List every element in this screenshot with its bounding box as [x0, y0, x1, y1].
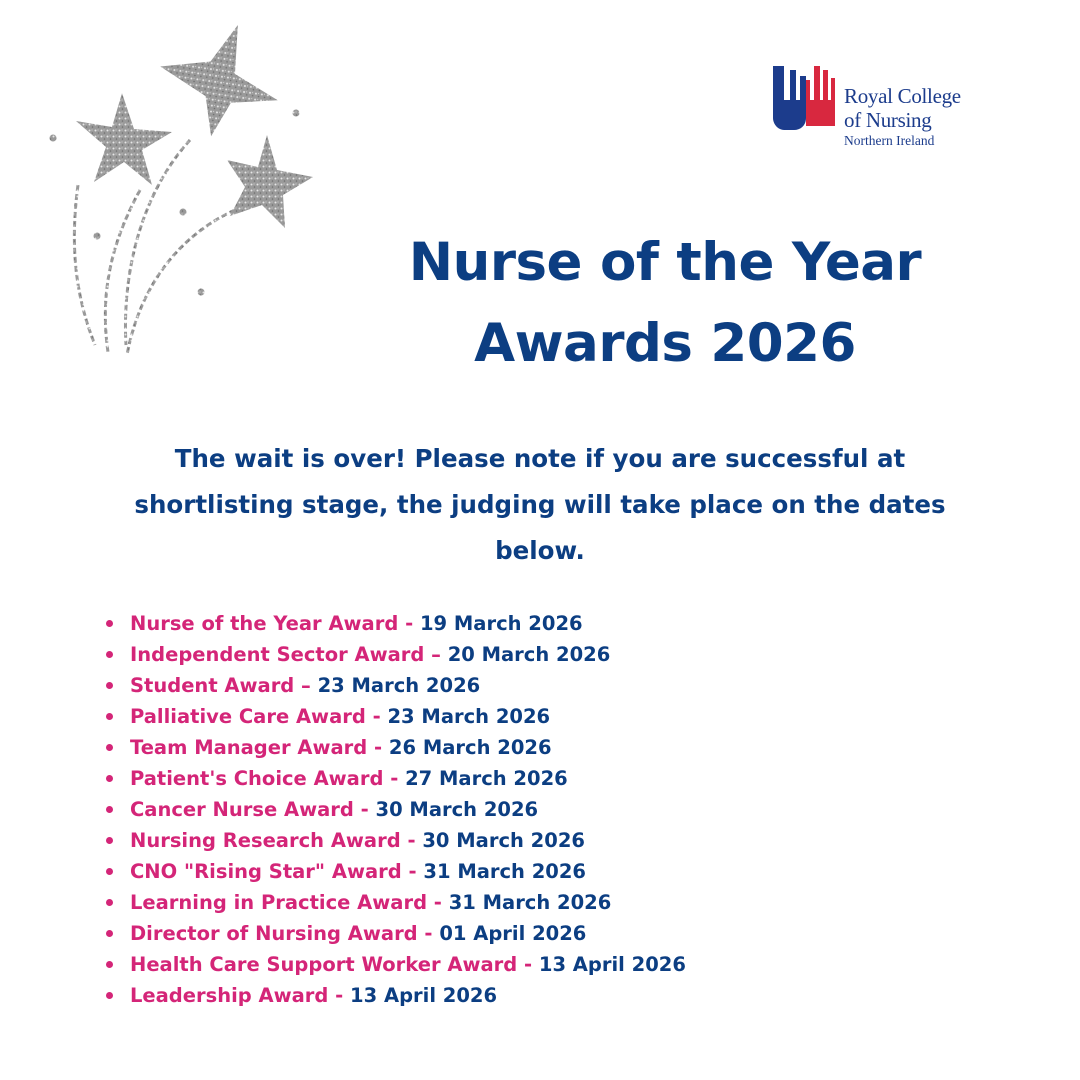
bullet-icon: [106, 992, 113, 999]
award-date: 20 March 2026: [447, 643, 611, 666]
award-name: Nurse of the Year Award -: [130, 612, 420, 635]
intro-text: [90, 436, 990, 574]
award-name: Learning in Practice Award -: [130, 891, 449, 914]
list-item: [103, 887, 903, 918]
list-item: [103, 763, 903, 794]
awards-list: [103, 608, 903, 1011]
logo-line-3: Northern Ireland: [844, 133, 935, 148]
list-item: [103, 980, 903, 1011]
rcn-logo-mark-icon: [770, 60, 836, 132]
award-date: 13 April 2026: [350, 984, 498, 1007]
logo-line-2: of Nursing: [844, 108, 932, 132]
star-right: [227, 135, 313, 228]
bullet-icon: [106, 930, 113, 937]
award-name: Independent Sector Award –: [130, 643, 448, 666]
list-item: [103, 949, 903, 980]
award-date: 30 March 2026: [422, 829, 585, 852]
title-line-2: Awards 2026: [474, 313, 856, 374]
list-item: [103, 918, 903, 949]
award-name: Director of Nursing Award -: [130, 922, 440, 945]
list-item: [103, 608, 903, 639]
award-name: CNO "Rising Star" Award -: [130, 860, 424, 883]
bullet-icon: [106, 620, 113, 627]
rcn-logo: [770, 60, 970, 152]
award-name: Patient's Choice Award -: [130, 767, 406, 790]
list-item: [103, 825, 903, 856]
award-date: 31 March 2026: [423, 860, 586, 883]
star-large: [152, 15, 288, 145]
list-item: [103, 639, 903, 670]
award-date: 13 April 2026: [538, 953, 686, 976]
bullet-icon: [106, 775, 113, 782]
title-line-1: Nurse of the Year: [408, 232, 922, 293]
logo-text: [844, 84, 961, 150]
star-left: [76, 93, 172, 185]
bullet-icon: [106, 899, 113, 906]
award-date: 30 March 2026: [375, 798, 539, 821]
award-date: 26 March 2026: [388, 736, 552, 759]
list-item: [103, 701, 903, 732]
intro-line-3: below.: [495, 536, 585, 565]
bullet-icon: [106, 806, 113, 813]
award-date: 27 March 2026: [405, 767, 568, 790]
list-item: [103, 794, 903, 825]
award-date: 19 March 2026: [419, 612, 583, 635]
award-date: 23 March 2026: [317, 674, 481, 697]
award-name: Palliative Care Award -: [130, 705, 388, 728]
bullet-icon: [106, 961, 113, 968]
list-item: [103, 856, 903, 887]
award-date: 23 March 2026: [387, 705, 551, 728]
bullet-icon: [106, 651, 113, 658]
award-name: Health Care Support Worker Award -: [130, 953, 539, 976]
award-name: Nursing Research Award -: [130, 829, 423, 852]
page-title: [380, 222, 950, 384]
bullet-icon: [106, 713, 113, 720]
logo-line-1: Royal College: [844, 84, 961, 108]
sparkle-stars-icon: [40, 15, 340, 365]
bullet-icon: [106, 744, 113, 751]
bullet-icon: [106, 837, 113, 844]
award-date: 31 March 2026: [448, 891, 612, 914]
bullet-icon: [106, 682, 113, 689]
award-name: Team Manager Award -: [130, 736, 389, 759]
list-item: [103, 732, 903, 763]
award-name: Cancer Nurse Award -: [130, 798, 376, 821]
bullet-icon: [106, 868, 113, 875]
intro-line-2: shortlisting stage, the judging will take place on the dates: [134, 490, 946, 519]
list-item: [103, 670, 903, 701]
award-date: 01 April 2026: [439, 922, 587, 945]
award-name: Student Award –: [130, 674, 318, 697]
award-name: Leadership Award -: [130, 984, 351, 1007]
intro-line-1: The wait is over! Please note if you are successful at: [174, 444, 906, 473]
